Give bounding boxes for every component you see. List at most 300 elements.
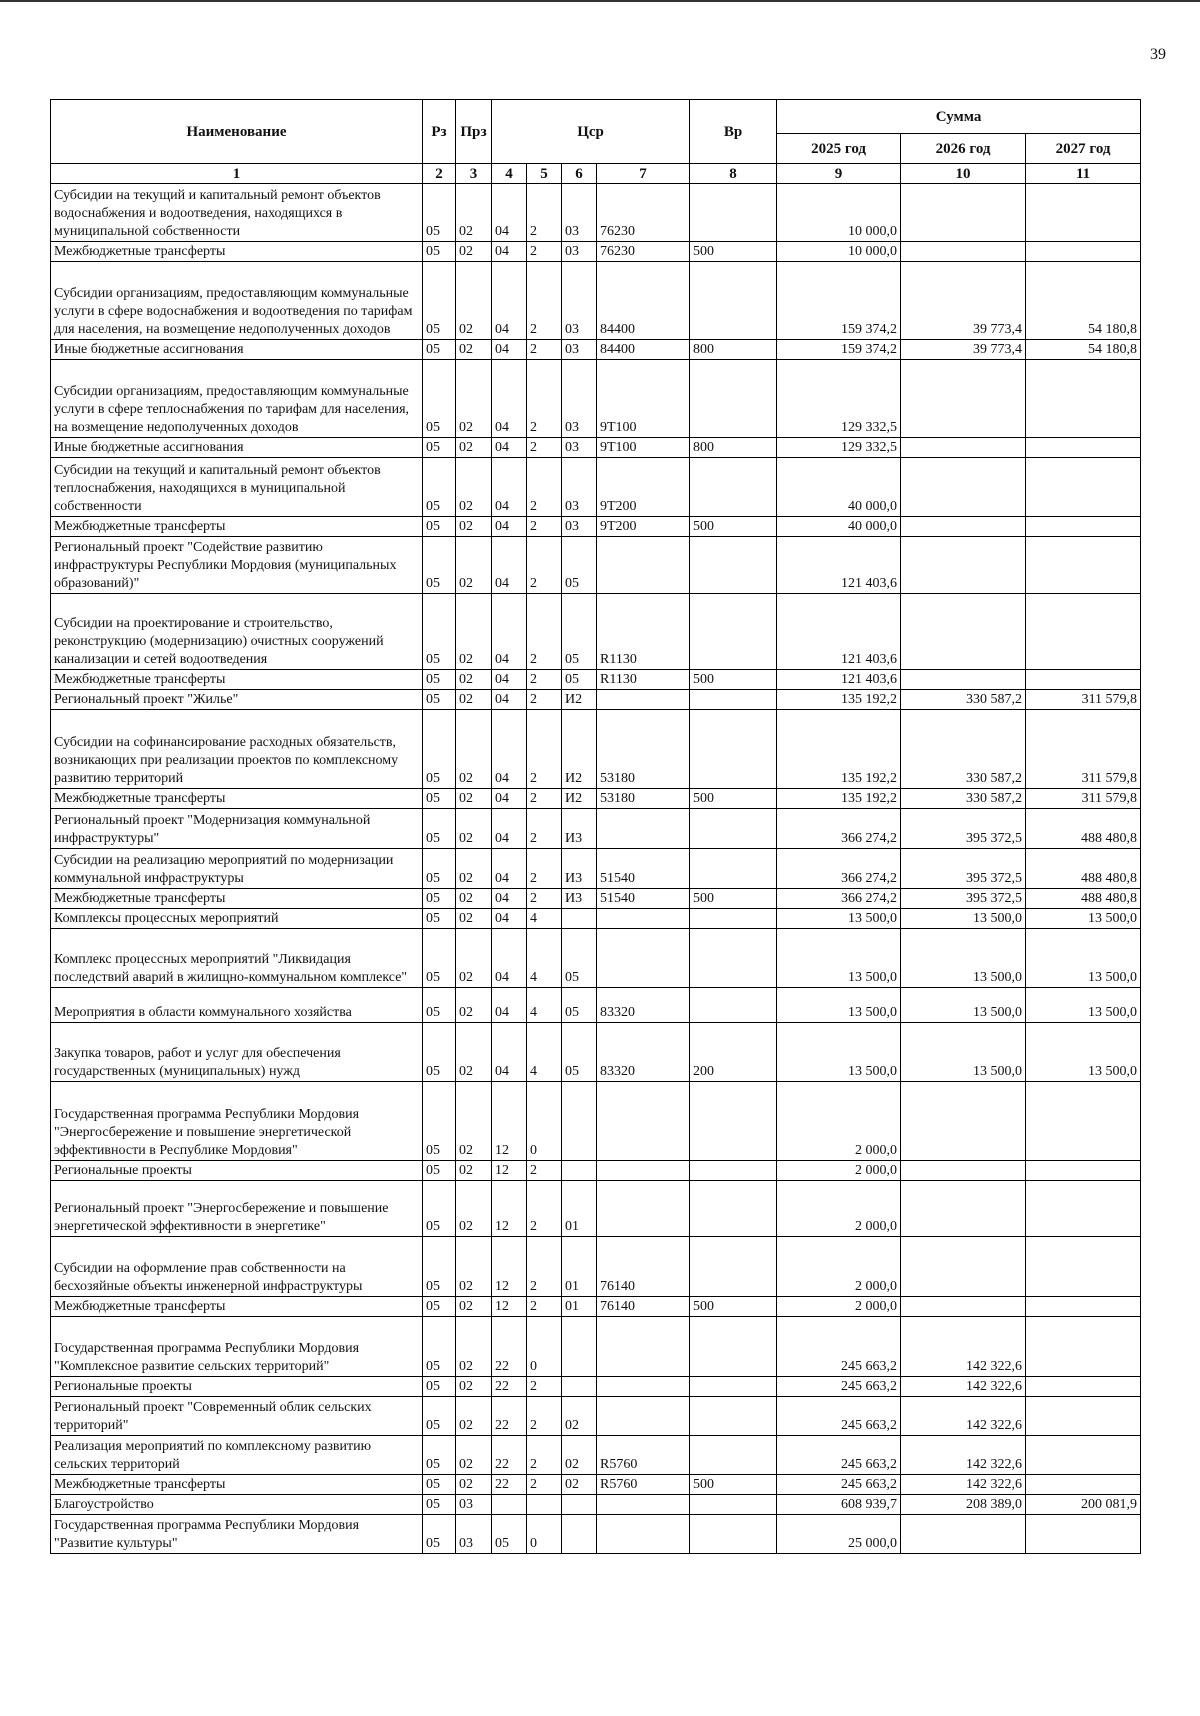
row-csr-7: 51540 (597, 889, 690, 909)
row-csr-4: 04 (492, 929, 527, 988)
row-csr-6 (562, 1082, 597, 1161)
row-csr-6 (562, 1495, 597, 1515)
row-prz: 03 (456, 1495, 492, 1515)
row-csr-5: 2 (527, 438, 562, 458)
row-prz: 02 (456, 889, 492, 909)
table-row (51, 809, 1141, 849)
row-sum-2027: 200 081,9 (1026, 1495, 1141, 1515)
row-sum-2027: 311 579,8 (1026, 789, 1141, 809)
row-csr-6 (562, 1515, 597, 1554)
row-csr-4: 04 (492, 594, 527, 670)
row-sum-2027 (1026, 1161, 1141, 1181)
row-csr-4: 04 (492, 670, 527, 690)
row-csr-5: 4 (527, 929, 562, 988)
row-csr-5: 2 (527, 262, 562, 340)
row-rz: 05 (423, 1495, 456, 1515)
row-prz: 03 (456, 1515, 492, 1554)
row-csr-7: 76230 (597, 242, 690, 262)
row-csr-4: 12 (492, 1181, 527, 1237)
row-csr-6: 03 (562, 438, 597, 458)
row-name: Региональный проект "Содействие развитию инфраструктуры Республики Мордовия (муниципальных образований)" (51, 537, 423, 594)
col-num: 3 (456, 164, 492, 184)
row-sum-2026 (901, 458, 1026, 517)
row-sum-2027: 488 480,8 (1026, 809, 1141, 849)
row-sum-2026: 13 500,0 (901, 909, 1026, 929)
row-name: Межбюджетные трансферты (51, 670, 423, 690)
row-rz: 05 (423, 340, 456, 360)
row-name: Закупка товаров, работ и услуг для обеспечения государственных (муниципальных) нужд (51, 1023, 423, 1082)
row-rz: 05 (423, 1397, 456, 1436)
row-sum-2025: 245 663,2 (777, 1317, 901, 1377)
row-sum-2026: 142 322,6 (901, 1317, 1026, 1377)
row-name: Субсидии на текущий и капитальный ремонт объектов водоснабжения и водоотведения, находящихся в муниципальной собственности (51, 184, 423, 242)
row-csr-4: 22 (492, 1475, 527, 1495)
row-sum-2025: 40 000,0 (777, 458, 901, 517)
row-sum-2027: 13 500,0 (1026, 929, 1141, 988)
row-csr-6: 03 (562, 360, 597, 438)
row-prz: 02 (456, 710, 492, 789)
row-sum-2027 (1026, 517, 1141, 537)
row-sum-2025: 2 000,0 (777, 1297, 901, 1317)
row-csr-7 (597, 1515, 690, 1554)
row-csr-6: 05 (562, 929, 597, 988)
row-prz: 02 (456, 1023, 492, 1082)
row-csr-7 (597, 1397, 690, 1436)
row-rz: 05 (423, 1023, 456, 1082)
row-csr-4: 04 (492, 1023, 527, 1082)
row-csr-4: 04 (492, 537, 527, 594)
row-name: Мероприятия в области коммунального хозяйства (51, 988, 423, 1023)
row-rz: 05 (423, 789, 456, 809)
row-csr-5: 4 (527, 909, 562, 929)
row-vr (690, 1397, 777, 1436)
row-sum-2026: 142 322,6 (901, 1475, 1026, 1495)
col-num: 11 (1026, 164, 1141, 184)
row-csr-7 (597, 537, 690, 594)
row-csr-5: 0 (527, 1082, 562, 1161)
table-row (51, 690, 1141, 710)
row-csr-4: 04 (492, 849, 527, 889)
row-csr-5 (527, 1495, 562, 1515)
row-prz: 02 (456, 242, 492, 262)
header-vr: Вр (690, 100, 777, 164)
row-prz: 02 (456, 360, 492, 438)
row-sum-2025: 25 000,0 (777, 1515, 901, 1554)
row-sum-2025: 40 000,0 (777, 517, 901, 537)
row-rz: 05 (423, 1082, 456, 1161)
row-rz: 05 (423, 1436, 456, 1475)
row-csr-5: 2 (527, 340, 562, 360)
col-num: 4 (492, 164, 527, 184)
table-row (51, 1377, 1141, 1397)
column-numbers-row (51, 164, 1141, 184)
row-sum-2025: 366 274,2 (777, 809, 901, 849)
row-sum-2025: 608 939,7 (777, 1495, 901, 1515)
row-csr-7: 84400 (597, 340, 690, 360)
row-sum-2025: 2 000,0 (777, 1161, 901, 1181)
row-csr-4: 04 (492, 242, 527, 262)
table-row (51, 1023, 1141, 1082)
row-vr (690, 909, 777, 929)
row-csr-7: 76230 (597, 184, 690, 242)
row-prz: 02 (456, 1377, 492, 1397)
row-sum-2027: 54 180,8 (1026, 340, 1141, 360)
row-sum-2027 (1026, 1082, 1141, 1161)
row-csr-4: 04 (492, 184, 527, 242)
col-num: 2 (423, 164, 456, 184)
row-vr: 800 (690, 340, 777, 360)
row-csr-4: 04 (492, 262, 527, 340)
row-csr-6: 02 (562, 1397, 597, 1436)
col-num: 6 (562, 164, 597, 184)
row-sum-2026: 330 587,2 (901, 789, 1026, 809)
row-vr: 800 (690, 438, 777, 458)
row-sum-2026 (901, 1161, 1026, 1181)
row-sum-2025: 13 500,0 (777, 929, 901, 988)
row-vr: 500 (690, 1475, 777, 1495)
row-csr-5: 2 (527, 458, 562, 517)
row-prz: 02 (456, 929, 492, 988)
row-sum-2026: 395 372,5 (901, 809, 1026, 849)
row-sum-2027 (1026, 594, 1141, 670)
row-csr-6: 05 (562, 670, 597, 690)
row-sum-2027 (1026, 1475, 1141, 1495)
row-sum-2026: 330 587,2 (901, 710, 1026, 789)
row-name: Региональные проекты (51, 1161, 423, 1181)
row-rz: 05 (423, 988, 456, 1023)
row-csr-7: 53180 (597, 789, 690, 809)
row-csr-5: 4 (527, 988, 562, 1023)
row-csr-4: 04 (492, 909, 527, 929)
row-csr-7: R1130 (597, 670, 690, 690)
row-csr-5: 2 (527, 1297, 562, 1317)
row-sum-2026: 13 500,0 (901, 929, 1026, 988)
row-csr-4: 04 (492, 438, 527, 458)
table-row (51, 517, 1141, 537)
row-csr-4: 04 (492, 789, 527, 809)
table-row (51, 710, 1141, 789)
table-row (51, 360, 1141, 438)
row-sum-2027 (1026, 242, 1141, 262)
row-vr (690, 262, 777, 340)
table-row (51, 242, 1141, 262)
row-csr-7: 76140 (597, 1237, 690, 1297)
row-csr-6 (562, 1161, 597, 1181)
row-csr-6: 01 (562, 1297, 597, 1317)
row-name: Субсидии на проектирование и строительство, реконструкцию (модернизацию) очистных сооружений канализации и сетей водоотведения (51, 594, 423, 670)
row-name: Региональные проекты (51, 1377, 423, 1397)
row-csr-6: 03 (562, 262, 597, 340)
row-sum-2025: 121 403,6 (777, 670, 901, 690)
row-csr-5: 2 (527, 1436, 562, 1475)
row-vr (690, 1181, 777, 1237)
row-csr-6: 02 (562, 1475, 597, 1495)
row-csr-5: 2 (527, 594, 562, 670)
row-csr-4: 04 (492, 360, 527, 438)
row-sum-2025: 245 663,2 (777, 1475, 901, 1495)
row-prz: 02 (456, 1436, 492, 1475)
row-name: Межбюджетные трансферты (51, 242, 423, 262)
row-name: Субсидии организациям, предоставляющим коммунальные услуги в сфере теплоснабжения по тарифам для населения, на возмещение недополученных доходов (51, 360, 423, 438)
row-csr-5: 2 (527, 242, 562, 262)
row-vr (690, 1161, 777, 1181)
row-sum-2027: 488 480,8 (1026, 849, 1141, 889)
row-vr: 500 (690, 789, 777, 809)
row-csr-6 (562, 1317, 597, 1377)
row-sum-2025: 10 000,0 (777, 184, 901, 242)
row-vr (690, 458, 777, 517)
row-csr-5: 2 (527, 537, 562, 594)
row-prz: 02 (456, 1397, 492, 1436)
row-sum-2025: 135 192,2 (777, 789, 901, 809)
table-row (51, 929, 1141, 988)
col-num: 7 (597, 164, 690, 184)
row-csr-4: 05 (492, 1515, 527, 1554)
row-prz: 02 (456, 1475, 492, 1495)
row-vr (690, 1317, 777, 1377)
row-prz: 02 (456, 690, 492, 710)
table-row (51, 458, 1141, 517)
header-year-2026: 2026 год (901, 134, 1026, 164)
row-vr (690, 988, 777, 1023)
row-rz: 05 (423, 1377, 456, 1397)
row-csr-6: 03 (562, 458, 597, 517)
row-prz: 02 (456, 1082, 492, 1161)
row-name: Межбюджетные трансферты (51, 789, 423, 809)
row-sum-2025: 121 403,6 (777, 594, 901, 670)
row-sum-2025: 159 374,2 (777, 262, 901, 340)
row-csr-4: 04 (492, 710, 527, 789)
table-row (51, 1436, 1141, 1475)
row-csr-7: 83320 (597, 988, 690, 1023)
row-rz: 05 (423, 849, 456, 889)
row-name: Реализация мероприятий по комплексному развитию сельских территорий (51, 1436, 423, 1475)
row-rz: 05 (423, 909, 456, 929)
col-num: 5 (527, 164, 562, 184)
table-row (51, 1297, 1141, 1317)
row-csr-6: 03 (562, 340, 597, 360)
row-sum-2026: 39 773,4 (901, 262, 1026, 340)
row-rz: 05 (423, 1297, 456, 1317)
row-vr (690, 1495, 777, 1515)
table-row (51, 1495, 1141, 1515)
row-vr: 500 (690, 670, 777, 690)
row-csr-7 (597, 1161, 690, 1181)
row-rz: 05 (423, 809, 456, 849)
row-csr-7: 9Т100 (597, 438, 690, 458)
row-rz: 05 (423, 262, 456, 340)
row-prz: 02 (456, 1317, 492, 1377)
row-vr (690, 1082, 777, 1161)
row-rz: 05 (423, 1515, 456, 1554)
row-csr-5: 2 (527, 1397, 562, 1436)
row-sum-2026 (901, 438, 1026, 458)
row-prz: 02 (456, 909, 492, 929)
row-vr: 500 (690, 1297, 777, 1317)
row-prz: 02 (456, 458, 492, 517)
row-csr-4: 04 (492, 889, 527, 909)
row-sum-2025: 2 000,0 (777, 1181, 901, 1237)
row-sum-2025: 129 332,5 (777, 438, 901, 458)
row-sum-2025: 135 192,2 (777, 710, 901, 789)
row-sum-2026 (901, 360, 1026, 438)
table-row (51, 438, 1141, 458)
row-csr-5: 2 (527, 690, 562, 710)
row-sum-2027: 311 579,8 (1026, 710, 1141, 789)
row-csr-6: 03 (562, 517, 597, 537)
row-sum-2027 (1026, 1515, 1141, 1554)
row-csr-7 (597, 1317, 690, 1377)
row-csr-4: 04 (492, 458, 527, 517)
row-csr-6: И2 (562, 710, 597, 789)
row-rz: 05 (423, 710, 456, 789)
row-prz: 02 (456, 594, 492, 670)
row-prz: 02 (456, 340, 492, 360)
table-row (51, 909, 1141, 929)
row-vr (690, 184, 777, 242)
row-csr-5: 2 (527, 1377, 562, 1397)
row-rz: 05 (423, 360, 456, 438)
row-csr-6: 05 (562, 988, 597, 1023)
row-rz: 05 (423, 1237, 456, 1297)
row-name: Межбюджетные трансферты (51, 1475, 423, 1495)
row-rz: 05 (423, 242, 456, 262)
row-csr-5: 2 (527, 360, 562, 438)
table-row (51, 1317, 1141, 1377)
row-vr: 500 (690, 242, 777, 262)
header-year-2027: 2027 год (1026, 134, 1141, 164)
row-prz: 02 (456, 789, 492, 809)
row-sum-2025: 366 274,2 (777, 889, 901, 909)
row-csr-7 (597, 1181, 690, 1237)
row-vr (690, 1237, 777, 1297)
row-csr-7: 53180 (597, 710, 690, 789)
row-sum-2026 (901, 594, 1026, 670)
row-csr-4: 04 (492, 517, 527, 537)
row-csr-5: 2 (527, 517, 562, 537)
table-row (51, 262, 1141, 340)
row-csr-7 (597, 929, 690, 988)
row-sum-2025: 159 374,2 (777, 340, 901, 360)
row-name: Региональный проект "Жилье" (51, 690, 423, 710)
row-csr-7: R5760 (597, 1475, 690, 1495)
row-name: Иные бюджетные ассигнования (51, 438, 423, 458)
row-prz: 02 (456, 517, 492, 537)
row-name: Иные бюджетные ассигнования (51, 340, 423, 360)
row-prz: 02 (456, 809, 492, 849)
row-sum-2026 (901, 1082, 1026, 1161)
row-csr-5: 2 (527, 184, 562, 242)
row-vr (690, 849, 777, 889)
row-vr (690, 710, 777, 789)
table-row (51, 670, 1141, 690)
row-sum-2025: 245 663,2 (777, 1377, 901, 1397)
row-name: Региональный проект "Современный облик сельских территорий" (51, 1397, 423, 1436)
table-row (51, 1397, 1141, 1436)
row-sum-2027 (1026, 1237, 1141, 1297)
row-csr-5: 2 (527, 1181, 562, 1237)
row-vr: 200 (690, 1023, 777, 1082)
row-csr-6 (562, 909, 597, 929)
row-csr-4: 22 (492, 1397, 527, 1436)
row-vr (690, 690, 777, 710)
table-row (51, 1515, 1141, 1554)
row-sum-2027 (1026, 670, 1141, 690)
header-name: Наименование (51, 100, 423, 164)
row-csr-7 (597, 1377, 690, 1397)
row-csr-6: 03 (562, 242, 597, 262)
row-sum-2027 (1026, 1297, 1141, 1317)
row-name: Государственная программа Республики Мордовия "Комплексное развитие сельских территорий" (51, 1317, 423, 1377)
row-csr-7: 83320 (597, 1023, 690, 1082)
row-csr-7: 76140 (597, 1297, 690, 1317)
row-csr-5: 2 (527, 789, 562, 809)
row-rz: 05 (423, 1161, 456, 1181)
row-sum-2027: 311 579,8 (1026, 690, 1141, 710)
row-rz: 05 (423, 438, 456, 458)
row-prz: 02 (456, 262, 492, 340)
row-sum-2027 (1026, 1317, 1141, 1377)
row-name: Государственная программа Республики Мордовия "Энергосбережение и повышение энергетической эффективности в Республике Мордовия" (51, 1082, 423, 1161)
row-sum-2027 (1026, 537, 1141, 594)
budget-table (50, 99, 1141, 1554)
row-name: Комплексы процессных мероприятий (51, 909, 423, 929)
row-name: Межбюджетные трансферты (51, 1297, 423, 1317)
row-sum-2025: 245 663,2 (777, 1397, 901, 1436)
row-sum-2027 (1026, 360, 1141, 438)
row-sum-2026: 142 322,6 (901, 1377, 1026, 1397)
row-prz: 02 (456, 1161, 492, 1181)
row-csr-6: И3 (562, 849, 597, 889)
header-rz: Рз (423, 100, 456, 164)
row-sum-2025: 135 192,2 (777, 690, 901, 710)
table-row (51, 849, 1141, 889)
row-csr-7: 9Т100 (597, 360, 690, 438)
row-name: Субсидии на реализацию мероприятий по модернизации коммунальной инфраструктуры (51, 849, 423, 889)
row-csr-4: 04 (492, 690, 527, 710)
col-num: 9 (777, 164, 901, 184)
row-csr-4: 04 (492, 809, 527, 849)
header-sum: Сумма (777, 100, 1141, 134)
row-rz: 05 (423, 517, 456, 537)
row-csr-6: 01 (562, 1181, 597, 1237)
row-csr-5: 2 (527, 1161, 562, 1181)
row-csr-5: 0 (527, 1515, 562, 1554)
row-sum-2025: 121 403,6 (777, 537, 901, 594)
row-rz: 05 (423, 1475, 456, 1495)
row-sum-2027 (1026, 184, 1141, 242)
row-prz: 02 (456, 670, 492, 690)
row-sum-2026 (901, 537, 1026, 594)
row-sum-2026: 13 500,0 (901, 1023, 1026, 1082)
row-rz: 05 (423, 1317, 456, 1377)
page-number: 39 (1150, 46, 1166, 63)
row-sum-2026: 330 587,2 (901, 690, 1026, 710)
header-csr: Цср (492, 100, 690, 164)
row-vr: 500 (690, 889, 777, 909)
row-rz: 05 (423, 889, 456, 909)
row-prz: 02 (456, 184, 492, 242)
row-prz: 02 (456, 849, 492, 889)
table-row (51, 988, 1141, 1023)
col-num: 8 (690, 164, 777, 184)
table-row (51, 1181, 1141, 1237)
row-sum-2026 (901, 1237, 1026, 1297)
row-sum-2027 (1026, 1397, 1141, 1436)
header-prz: Прз (456, 100, 492, 164)
row-csr-5: 2 (527, 1237, 562, 1297)
row-sum-2027 (1026, 458, 1141, 517)
